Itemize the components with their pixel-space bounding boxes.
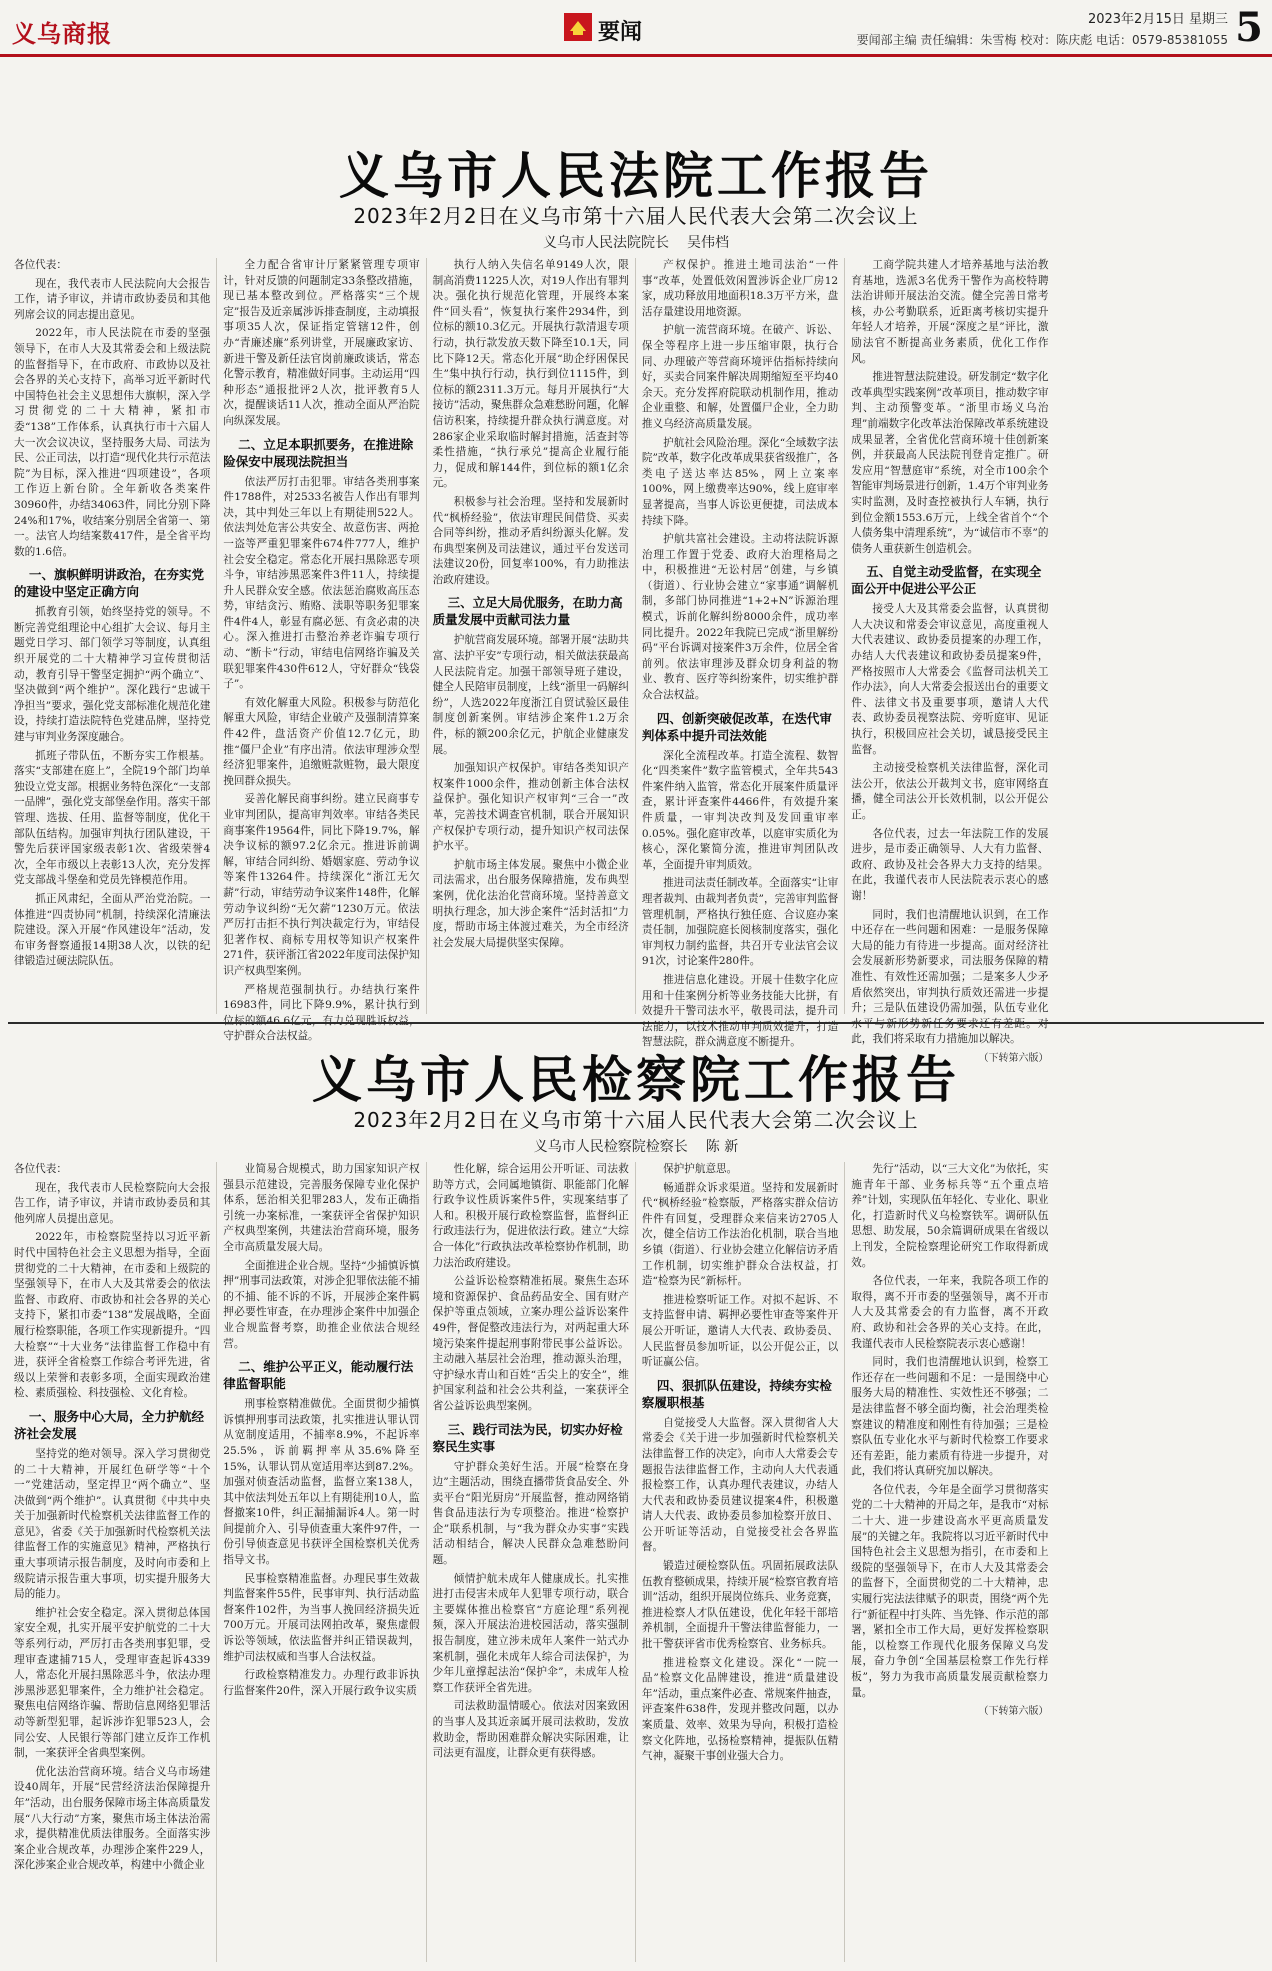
paragraph: 民事检察精准监督。办理民事生效裁判监督案件55件，民事审判、执行活动监督案件102件，为当事人挽回经济损失近700万元。开展司法网拍改革，聚焦虚假诉讼等领域，依法监督并纠正错误裁判，维护司法权威和当事人合法权益。 (223, 1572, 420, 1663)
paragraph: 2022年，市人民法院在市委的坚强领导下，在市人大及其常委会和上级法院的监督指导下，在市政府、市政协以及社会各界的关心支持下，高举习近平新时代中国特色社会主义思想伟大旗帜，深入学习贯彻党的二十大精神，紧扣市委“138”工作体系，认真执行市十六届人大一次会议决议，坚持服务大局、司法为民、公正司法，以打造“现代化共行示范法院”为目标，深入推进“四项建设”，各项工作迈上新台阶。全年新收各类案件30960件，办结34063件，同比分别下降24%和17%，收结案分别居全省第一、第一。法官人均结案数417件，是全省平均数的1.6倍。 (14, 327, 211, 558)
section-heading: 二、维护公平正义，能动履行法律监督职能 (223, 1359, 414, 1392)
paragraph: 畅通群众诉求渠道。坚持和发展新时代“枫桥经验”检察版，严格落实群众信访件件有回复，受理群众来信来访2705人次，健全信访工作法治化机制，联合当地乡镇（街道）、行业协会建立化解信访矛盾工作机制，切实维护群众合法权益，打造“检察为民”新标杆。 (641, 1181, 839, 1288)
court-column (845, 258, 1054, 1064)
paragraph: 性化解，综合运用公开听证、司法救助等方式，会同属地镇街、职能部门化解行政争议性质诉案件5件，实现案结事了人和。积极开展行政检察监督，监督纠正行政违法行为，促进依法行政。建立“大综合一体化”行政执法改革检察协作机制，助力法治政府建设。 (432, 1163, 629, 1269)
court-column (427, 258, 636, 1014)
paragraph: 各位代表，过去一年法院工作的发展进步，是市委正确领导、人大有力监督、政府、政协及社会各界大力支持的结果。在此，我谨代表市人民法院表示衷心的感谢！ (851, 827, 1049, 902)
paragraph: 维护社会安全稳定。深入贯彻总体国家安全观，扎实开展平安护航党的二十大等系列行动，严厉打击各类刑事犯罪，受理审查逮捕715人，受理审查起诉4339人，常态化开展扫黑除恶斗争，依法办理涉黑涉恶犯罪案件，全力维护社会稳定。聚焦电信网络诈骗、帮助信息网络犯罪活动等新型犯罪，起诉涉诈犯罪523人，会同公安、人民银行等部门建立反诈工作机制，一案获评全省典型案例。 (14, 1606, 211, 1760)
paragraph: 各位代表： (14, 1163, 67, 1175)
paragraph: 抓教育引领，始终坚持党的领导。不断完善党组理论中心组扩大会议、每月主题党日学习、部门领学习等制度，认真组织开展党的二十大精神学习宣传贯彻活动，教育引导干警坚定拥护“两个确立”、坚决做到“两个维护”。深化践行“忠诚干净担当”要求，强化党支部标准化规范化建设，持续打造法院特色党建品牌，坚持党建与审判业务深度融合。 (14, 606, 211, 744)
procuratorate-author-org: 义乌市人民检察院检察长 (533, 1139, 688, 1155)
section-heading: 一、服务中心大局，全力护航经济社会发展 (14, 1408, 205, 1441)
court-report-body (8, 258, 1264, 1064)
paragraph: 主动接受检察机关法律监督，深化司法公开，依法公开裁判文书，庭审网络直播，健全司法公开长效机制，以公开促公正。 (851, 762, 1049, 821)
procuratorate-report-subtitle: 2023年2月2日在义乌市第十六届人民代表大会第二次会议上 (353, 1108, 919, 1132)
paragraph: 护航共富社会建设。主动将法院诉源治理工作置于党委、政府大治理格局之中，积极推进“无讼村居”创建，与乡镇（街道）、行业协会建立“家事通”调解机制，多部门协同推进“1+2+N”诉源治理模式，诉前化解纠纷8000余件，成功率同比提升。2022年我院已完成“浙里解纷码”平台诉调对接案件3万余件，位居全省前列。依法审理涉及群众切身利益的物业、教育、医疗等纠纷案件，切实维护群众合法权益。 (641, 533, 839, 702)
paragraph: 推进智慧法院建设。研发制定“数字化改革典型实践案例”改革项目，推动数字审判、主动预警变革。“浙里市场义乌治理”前端数字化改革法治保障改革系统建设成果显著，全省优化营商环境十佳创新案例，并获最高人民法院刊登肯定推广。研发应用“智慧庭审”系统，对全市100余个智能审判场景进行创新，1.4万个审判业务实时监测，及时查控被执行人车辆，执行到位金额1553.6万元，上线全省首个“个人债务集中清理系统”，为“诚信市不辜”的债务人重获新生创造机会。 (851, 371, 1049, 555)
paragraph: 妥善化解民商事纠纷。建立民商事专业审判团队，提高审判效率。审结各类民商事案件19564件，同比下降19.7%，解决争议标的额97.2亿余元。推进诉前调解，审结合同纠纷、婚姻家庭、劳动争议等案件13264件。持续深化“浙江无欠薪”行动，审结劳动争议案件148件，化解劳动争议纠纷“无欠薪”1230万元。依法严厉打击拒不执行判决裁定行为，审结侵犯著作权、商标专用权等知识产权案件271件，获评浙江省2022年度司法保护知识产权典型案例。 (223, 793, 420, 977)
paragraph: 坚持党的绝对领导。深入学习贯彻党的二十大精神，开展红色研学等“十个一”党建活动，坚定捍卫“两个确立”、坚决做到“两个维护”。认真贯彻《中共中央关于加强新时代检察机关法律监督工作的意见》，省委《关于加强新时代检察机关法律监督工作的实施意见》精神，严格执行重大事项请示报告制度，及时向市委和上级院请示报告重大事项，切实提升服务大局的能力。 (14, 1447, 211, 1601)
section-heading: 二、立足本职抓要务，在推进除险保安中展现法院担当 (223, 436, 414, 469)
paragraph: 积极参与社会治理。坚持和发展新时代“枫桥经验”，依法审理民间借贷、买卖合同等纠纷，推动矛盾纠纷源头化解。发布典型案例及司法建议，通过平台发送司法建议20份，回复率100%，有力助推法治政府建设。 (432, 495, 629, 586)
section-label (564, 9, 674, 45)
paragraph: 守护群众美好生活。开展“检察在身边”主题活动，围绕直播带货食品安全、外卖平台“阳光厨房”开展监督，推动网络销售食品违法行为专项整治。推进“检察护企”联系机制，与“我为群众办实事”实践活动相结合，解决人民群众急难愁盼问题。 (432, 1460, 629, 1567)
court-column (8, 258, 217, 1014)
section-heading: 四、狠抓队伍建设，持续夯实检察履职根基 (641, 1377, 832, 1410)
paragraph: 工商学院共建人才培养基地与法治教育基地，选派3名优秀干警作为高校特聘法治讲师开展法治交流。健全完善日常考核，办公考勤联系，近距离考核切实提升年轻人才培养，开展“深度之星”评比，激励法官不断提高业务素质，优化工作作风。 (851, 259, 1049, 365)
party-emblem-icon (564, 13, 592, 41)
paragraph: 推进检察文化建设。深化“一院一品”检察文化品牌建设，推进“质量建设年”活动，重点案件必查、常规案件抽查，评查案件638件，发现并整改问题，以办案质量、效率、效果为导向，积极打造检察文化阵地，弘扬检察精神，提振队伍精气神，凝聚干事创业强大合力。 (641, 1656, 839, 1763)
paragraph: 各位代表： (14, 259, 67, 271)
paragraph: （下转第六版） (978, 1706, 1049, 1718)
paragraph: 刑事检察精准做优。全面贯彻少捕慎诉慎押刑事司法政策，扎实推进认罪认罚从宽制度适用，不捕率8.9%，不起诉率25.5%，诉前羁押率从35.6%降至15%，认罪认罚从宽适用率达到87.2%。加强对侦查活动监督，监督立案138人，其中依法判处五年以上有期徒刑10人，监督撤案10件，纠正漏捕漏诉4人。第一时间提前介入、引导侦查重大案件97件，一份引导侦查意见书获评全国检察机关优秀指导文书。 (223, 1398, 420, 1567)
paragraph: 锻造过硬检察队伍。巩固拓展政法队伍教育整顿成果，持续开展“检察官教育培训”活动，组织开展岗位练兵、业务竞赛，推进检察人才队伍建设，优化年轻干部培养机制，全面提升干警法律监督能力，一批干警获评省市优秀检察官、业务标兵。 (641, 1560, 839, 1651)
section-heading: 三、践行司法为民，切实办好检察民生实事 (432, 1421, 623, 1454)
procuratorate-report-author (0, 1136, 1272, 1156)
paragraph: 同时，我们也清醒地认识到，在工作中还存在一些问题和困难：一是服务保障大局的能力有待进一步提高。面对经济社会发展新形势新要求，司法服务保障的精准性、有效性还需加强；二是案多人少矛盾依然突出，审判执行质效还需进一步提升；三是队伍建设仍需加强，队伍专业化水平与新形势新任务要求还有差距。对此，我们将采取有力措施加以解决。 (851, 908, 1049, 1046)
paragraph: 有效化解重大风险。积极参与防范化解重大风险，审结企业破产及强制清算案件42件，盘活资产价值12.7亿元，助推“僵尸企业”有序出清。依法审理涉众型经济犯罪案件，追缴赃款赃物，最大限度挽回群众损失。 (223, 696, 420, 787)
issue-date: 2023年2月15日 星期三 (1087, 12, 1228, 27)
paragraph: 各位代表，一年来，我院各项工作的取得，离不开市委的坚强领导，离不开市人大及其常委会的有力监督，离不开政府、政协和社会各界的关心支持。在此，我谨代表市人民检察院表示衷心感谢！ (851, 1275, 1049, 1350)
paragraph: 现在，我代表市人民法院向大会报告工作，请予审议，并请市政协委员和其他列席会议的同志提出意见。 (14, 277, 211, 321)
procuratorate-author-name: 陈 新 (705, 1139, 739, 1155)
paragraph: 先行”活动，以“三大文化”为依托，实施青年干部、业务标兵等“五个重点培养”计划，实现队伍年轻化、专业化、职业化，打造新时代义乌检察铁军。调研队伍思想、助发展，50余篇调研成果在省级以上刊发，全院检察理论研究工作取得新成效。 (851, 1163, 1049, 1269)
paragraph: 司法救助温情暖心。依法对因案致困的当事人及其近亲属开展司法救助，发放救助金，帮助困难群众解决实际困难，让司法更有温度，让群众更有获得感。 (432, 1700, 629, 1760)
section-heading: 一、旗帜鲜明讲政治，在夯实党的建设中坚定正确方向 (14, 567, 205, 600)
paragraph: 业简易合规模式，助力国家知识产权强县示范建设，完善服务保障专业化保护体系，惩治相关犯罪283人，发布正确指引统一办案标准，一案获评全省保护知识产权典型案例，共建法治营商环境，服务全市高质量发展大局。 (223, 1163, 420, 1253)
paragraph: 推进信息化建设。开展十佳数字化应用和十佳案例分析等业务技能大比拼，有效提升干警司法水平，敬畏司法，提升司法能力，以技术推动审判质效提升，打造智慧法院，群众满意度不断提升。 (641, 973, 839, 1049)
paragraph: 护航一流营商环境。在破产、诉讼、保全等程序上进一步压缩审限，执行合同、办理破产等营商环境评估指标持续向好，买卖合同案件解决周期缩短至平均40余天。充分发挥府院联动机制作用，推动企业重整、和解，处置僵尸企业，全力助推义乌经济高质量发展。 (641, 324, 839, 430)
paragraph: 护航社会风险治理。深化“全域数字法院”改革，数字化改革成果获省级推广，各类电子送达率达85%，网上立案率100%，网上缴费率达90%，线上庭审率显著提高，当事人诉讼更便捷，司法成本持续下降。 (641, 436, 839, 527)
paragraph: 接受人大及其常委会监督，认真贯彻人大决议和常委会审议意见，高度重视人大代表建议、政协委员提案的办理工作，办结人大代表建议和政协委员提案9件，严格按照市人大常委会《监督司法机关工作办法》，向人大常委会报送出台的重要文件、法律文书及重要事项，邀请人大代表、政协委员视察法院、旁听庭审、见证执行，积极回应社会关切，诚恳接受民主监督。 (851, 603, 1049, 756)
procuratorate-column (8, 1162, 217, 1962)
court-column (217, 258, 426, 1043)
paragraph: 依法严厉打击犯罪。审结各类刑事案件1788件，对2533名被告人作出有罪判决，其中判处三年以上有期徒刑522人。依法判处危害公共安全、故意伤害、两抢一盗等严重犯罪案件674件777人，维护社会安全稳定。常态化开展扫黑除恶专项斗争，审结涉黑恶案件3件11人，持续提升人民群众安全感。依法惩治腐败高压态势，审结贪污、贿赂、渎职等职务犯罪案件4件4人，彰显有腐必惩、有贪必肃的决心。深入推进打击整治养老诈骗专项行动、“断卡”行动，审结电信网络诈骗及关联犯罪案件430件612人，守好群众“钱袋子”。 (223, 475, 420, 691)
paragraph: 严格规范强制执行。办结执行案件16983件，同比下降9.9%，累计执行到位标的额46.6亿元，有力兑现胜诉权益，守护群众合法权益。 (223, 983, 420, 1043)
court-report-author (0, 232, 1272, 252)
court-report-title: 义乌市人民法院工作报告 (339, 147, 933, 205)
paragraph: 保护护航意思。 (663, 1163, 738, 1175)
paragraph: 产权保护。推进土地司法治“一件事”改革，处置低效闲置涉诉企业厂房12家，成功释放用地面积18.3万平方米，盘活存量建设用地资源。 (641, 259, 839, 318)
paragraph: （下转第六版） (978, 1052, 1049, 1064)
procuratorate-column (427, 1162, 636, 1962)
procuratorate-report-title: 义乌市人民检察院工作报告 (312, 1051, 960, 1109)
paragraph: 公益诉讼检察精准拓展。聚焦生态环境和资源保护、食品药品安全、国有财产保护等重点领域，立案办理公益诉讼案件49件，督促整改违法行为，对两起重大环境污染案件提起刑事附带民事公益诉讼。主动融入基层社会治理，推动源头治理，守护绿水青山和百姓“舌尖上的安全”，维护国家利益和社会公共利益，一案获评全省公益诉讼典型案例。 (432, 1275, 629, 1412)
masthead-logo: 义乌商报 (12, 19, 112, 48)
page-header (0, 0, 1272, 57)
page-number: 5 (1235, 4, 1263, 51)
paragraph: 同时，我们也清醒地认识到，检察工作还存在一些问题和不足：一是围绕中心服务大局的精准性、实效性还不够强；二是法律监督不够全面均衡，社会治理类检察建议的精准度和刚性有待加强；三是检察队伍专业化水平与新时代检察工作要求还有差距，能力素质有待进一步提升，对此，我们将认真研究加以解决。 (851, 1356, 1049, 1478)
paragraph: 行政检察精准发力。办理行政非诉执行监督案件20件，深入开展行政争议实质 (223, 1669, 420, 1697)
court-author-name: 吴伟档 (687, 235, 729, 251)
procuratorate-report-body (8, 1162, 1264, 1962)
section-divider (8, 1022, 1264, 1024)
section-heading: 四、创新突破促改革，在迭代审判体系中提升司法效能 (641, 710, 832, 743)
paragraph: 全面推进企业合规。坚持“少捕慎诉慎押”刑事司法政策，对涉企犯罪依法能不捕的不捕、能不诉的不诉，开展涉企案件羁押必要性审查，在办理涉企案件中加强企业合规监督考察，助推企业依法合规经营。 (223, 1259, 420, 1350)
paragraph: 执行人纳入失信名单9149人次，限制高消费11225人次，对19人作出有罪判决。强化执行规范化管理，开展终本案件“回头看”，恢复执行案件2934件，到位标的额10.3亿元。开展执行款清退专项行动，执行款发放天数下降至10.1天，同比下降12天。常态化开展“助企纾困保民生”集中执行行动，执行到位1115件，到位标的额2311.3万元。每月开展执行“大接访”活动，聚焦群众急难愁盼问题，化解信访积案，持续提升群众执行满意度。对286家企业采取临时解封措施，活查封等柔性措施，“执行承兑”提高企业履行能力，促成和解144件，到位标的额1亿余元。 (432, 259, 629, 490)
header-info (857, 8, 1228, 48)
paragraph: 抓正风肃纪，全面从严治党治院。一体推进“四责协同”机制，持续深化清廉法院建设。深入开展“作风建设年”活动，发布审务督察通报14期38人次，以铁的纪律锻造过硬法院队伍。 (14, 892, 211, 968)
procuratorate-column (636, 1162, 845, 1962)
paragraph: 抓班子带队伍，不断夯实工作根基。落实“支部建在庭上”，全院19个部门均单独设立党支部。根据业务特色深化“一支部一品牌”，强化党支部堡垒作用。落实干部管理、选拔、任用、监督等制度，优化干部队伍结构。加强审判执行团队建设，干警先后获评国家级表彰1次、省级荣誉4次，全年市级以上表彰13人次，充分发挥党支部战斗堡垒和党员先锋模范作用。 (14, 749, 211, 887)
paragraph: 推进检察听证工作。对拟不起诉、不支持监督申请、羁押必要性审查等案件开展公开听证，邀请人大代表、政协委员、人民监督员参加听证，以公开促公正，以听证赢公信。 (641, 1293, 839, 1369)
paragraph: 2022年，市检察院坚持以习近平新时代中国特色社会主义思想为指导，全面贯彻党的二十大精神，在市委和上级院的坚强领导下，在市人大及其常委会的依法监督、市政府、市政协和社会各界的关心支持下，紧扣市委“138”发展战略，全面履行检察职能，各项工作实现新提升。“四大检察”“十大业务”法律监督工作稳中有进，获评全省检察工作综合考评先进，省级以上荣誉和表彰多项，全面实现政治建检、素质强检、科技强检、文化育检。 (14, 1231, 211, 1400)
paragraph: 优化法治营商环境。结合义乌市场建设40周年，开展“民营经济法治保障提升年”活动，出台服务保障市场主体高质量发展“八大行动”方案，聚焦市场主体法治需求，提供精准优质法律服务。全面落实涉案企业合规改革，办理涉企案件229人，深化涉案企业合规改革，构建中小微企业 (14, 1765, 211, 1872)
section-heading: 五、自觉主动受监督，在实现全面公开中促进公平公正 (851, 564, 1042, 597)
procuratorate-column (845, 1162, 1054, 1962)
paragraph: 现在，我代表市人民检察院向大会报告工作，请予审议，并请市政协委员和其他列席人员提出意见。 (14, 1181, 211, 1225)
paragraph: 全力配合省审计厅紧紧管理专项审计，针对反馈的问题制定33条整改措施，现已基本整改到位。严格落实“三个规定”报告及近亲属涉诉排查制度，主动填报事项35人次，保证指定管辖12件，创办“青廉述廉”系列讲堂，开展廉政家访、新进干警及新任法官岗前廉政谈话，常态化警示教育，精准做好同事。主动运用“四种形态”通报批评2人次，批评教育5人次，提醒谈话11人次，推动全面从严治院向纵深发展。 (223, 259, 420, 427)
paragraph: 深化全流程改革。打造全流程、数智化“四类案件”数字监管模式，全年共543件案件纳入监管，常态化开展案件质量评查，累计评查案件4466件，有效提升案件质量，一审判决改判及发回重审率0.05%。强化庭审改革，以庭审实质化为核心，深化繁简分流，推进审判团队改革，全面提升审判质效。 (641, 749, 839, 871)
paragraph: 加强知识产权保护。审结各类知识产权案件1000余件，推动创新主体合法权益保护。强化知识产权审判“三合一”改革，完善技术调查官机制，联合开展知识产权保护专项行动，提升知识产权司法保护水平。 (432, 762, 629, 853)
paragraph: 倾情护航未成年人健康成长。扎实推进打击侵害未成年人犯罪专项行动，联合主要媒体推出检察官“方庭论理”系列视频，深入开展法治进校园活动，落实强制报告制度，建立涉未成年人案件一站式办案机制，强化未成年人综合司法保护，为少年儿童撑起法治“保护伞”，未成年人检察工作获评全省先进。 (432, 1572, 629, 1694)
paragraph: 推进司法责任制改革。全面落实“让审理者裁判、由裁判者负责”，完善审判监督管理机制，严格执行独任庭、合议庭办案责任制，加强院庭长阅核制度落实，强化审判权力制约监督，共召开专业法官会议91次，讨论案件280件。 (641, 877, 839, 968)
procuratorate-column (217, 1162, 426, 1962)
paragraph: 各位代表，今年是全面学习贯彻落实党的二十大精神的开局之年，是我市“对标二十大、进一步建设高水平更高质量发展”的关键之年。我院将以习近平新时代中国特色社会主义思想为指引，在市委和上级院的坚强领导下，在市人大及其常委会的监督下，全面贯彻党的二十大精神，忠实履行宪法法律赋予的职责，围绕“两个先行”新征程中打头阵、当先锋、作示范的部署，紧扣全市工作大局，更好发挥检察职能，以检察工作现代化服务保障义乌发展，奋力争创“全国基层检察工作先行样板”，努力为我市高质量发展贡献检察力量。 (851, 1483, 1049, 1699)
editor-credits: 要闻部主编 责任编辑：朱雪梅 校对：陈庆彪 电话：0579-85381055 (856, 33, 1228, 47)
section-name: 要闻 (598, 20, 643, 45)
paragraph: 自觉接受人大监督。深入贯彻省人大常委会《关于进一步加强新时代检察机关法律监督工作的决定》，向市人大常委会专题报告法律监督工作，主动向人大代表通报检察工作，认真办理代表建议，办结人大代表和政协委员建议提案4件，积极邀请人大代表、政协委员参加检察开放日、公开听证等活动，自觉接受社会各界监督。 (641, 1416, 839, 1554)
court-column (636, 258, 845, 1049)
court-author-org: 义乌市人民法院院长 (543, 235, 669, 251)
paragraph: 护航营商发展环境。部署开展“法助共富、法护平安”专项行动，相关做法获最高人民法院肯定。加强干部领导班子建设，健全人民陪审员制度，上线“浙里一码解纠纷”，人选2022年度浙江自贸试验区最佳制度创新案例。审结涉企案件1.2万余件，标的额200余亿元，护航企业健康发展。 (432, 634, 629, 756)
court-report-subtitle: 2023年2月2日在义乌市第十六届人民代表大会第二次会议上 (353, 204, 919, 228)
paragraph: 护航市场主体发展。聚焦中小微企业司法需求，出台服务保障措施，发布典型案例，优化法治化营商环境。坚持善意文明执行理念，加大涉企案件“活封活扣”力度，帮助市场主体渡过难关，为全市经济社会发展大局提供坚实保障。 (432, 858, 629, 949)
section-heading: 三、立足大局优服务，在助力高质量发展中贡献司法力量 (432, 595, 623, 628)
